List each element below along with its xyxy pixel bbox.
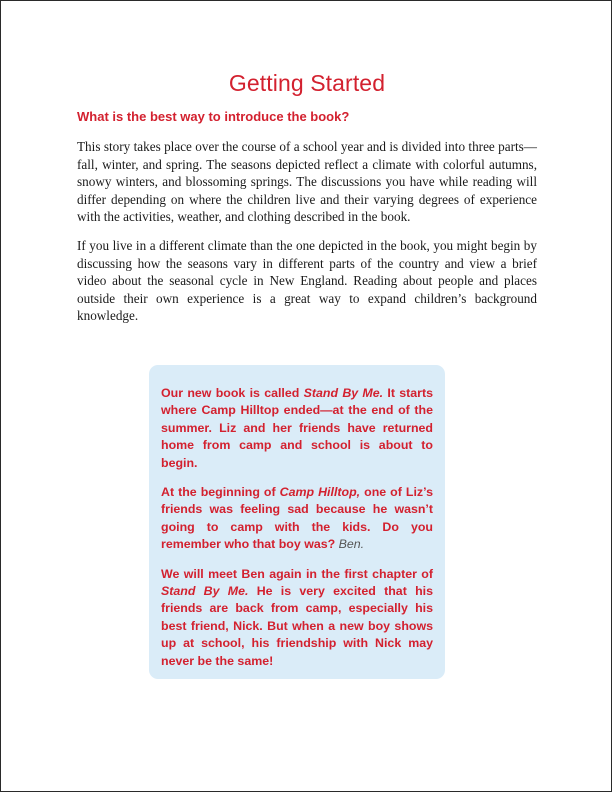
section-question-heading: What is the best way to introduce the book? [77, 109, 350, 124]
callout-paragraph-2 [161, 484, 433, 554]
book-title-reference: Camp Hilltop, [279, 485, 361, 500]
page-title: Getting Started [228, 70, 386, 96]
callout-paragraph-3 [161, 566, 433, 670]
intro-paragraph-1: This story takes place over the course of a school year and is divided into three parts—fall, winter, and spring. The seasons depicted reflect a climate with colorful autumns, snowy winters, and blossoming springs. The discussions you have while reading will differ depending on where the children live and their varying degrees of experience with the activities, weather, and clothing described in the book. [77, 139, 537, 224]
callout-p2-text-b: one of Liz’s friends was feeling sad because he wasn’t going to camp with the kids. Do you remember who that boy was? [161, 485, 433, 552]
callout-p2-text-a: At the beginning of [161, 485, 280, 500]
book-title-reference: Stand By Me. [161, 584, 249, 599]
callout-p3-text-a: We will meet Ben again in the first chapter of [161, 566, 433, 581]
callout-p1-text-a: Our new book is called [161, 386, 304, 400]
read-aloud-callout-box [149, 365, 445, 679]
book-title-reference: Stand By Me. [303, 386, 384, 400]
intro-paragraph-2: If you live in a different climate than the one depicted in the book, you might begin by discussing how the seasons vary in different parts of the country and view a brief video about the seasonal cycle in New England. Reading about people and places outside their own experience is a great way to expand children’s background knowledge. [77, 238, 537, 323]
callout-paragraph-1 [161, 385, 433, 472]
callout-p3-text-b: He is very excited that his friends are back from camp, especially his best friend, Nick. But when a new boy shows up at school, his friendship with Nick may never be the same! [161, 584, 433, 668]
callout-p1-text-b: It starts where Camp Hilltop ended—at the end of the summer. Liz and her friends have returned home from camp and school is about to begin. [161, 386, 433, 470]
expected-answer: Ben. [338, 537, 365, 552]
